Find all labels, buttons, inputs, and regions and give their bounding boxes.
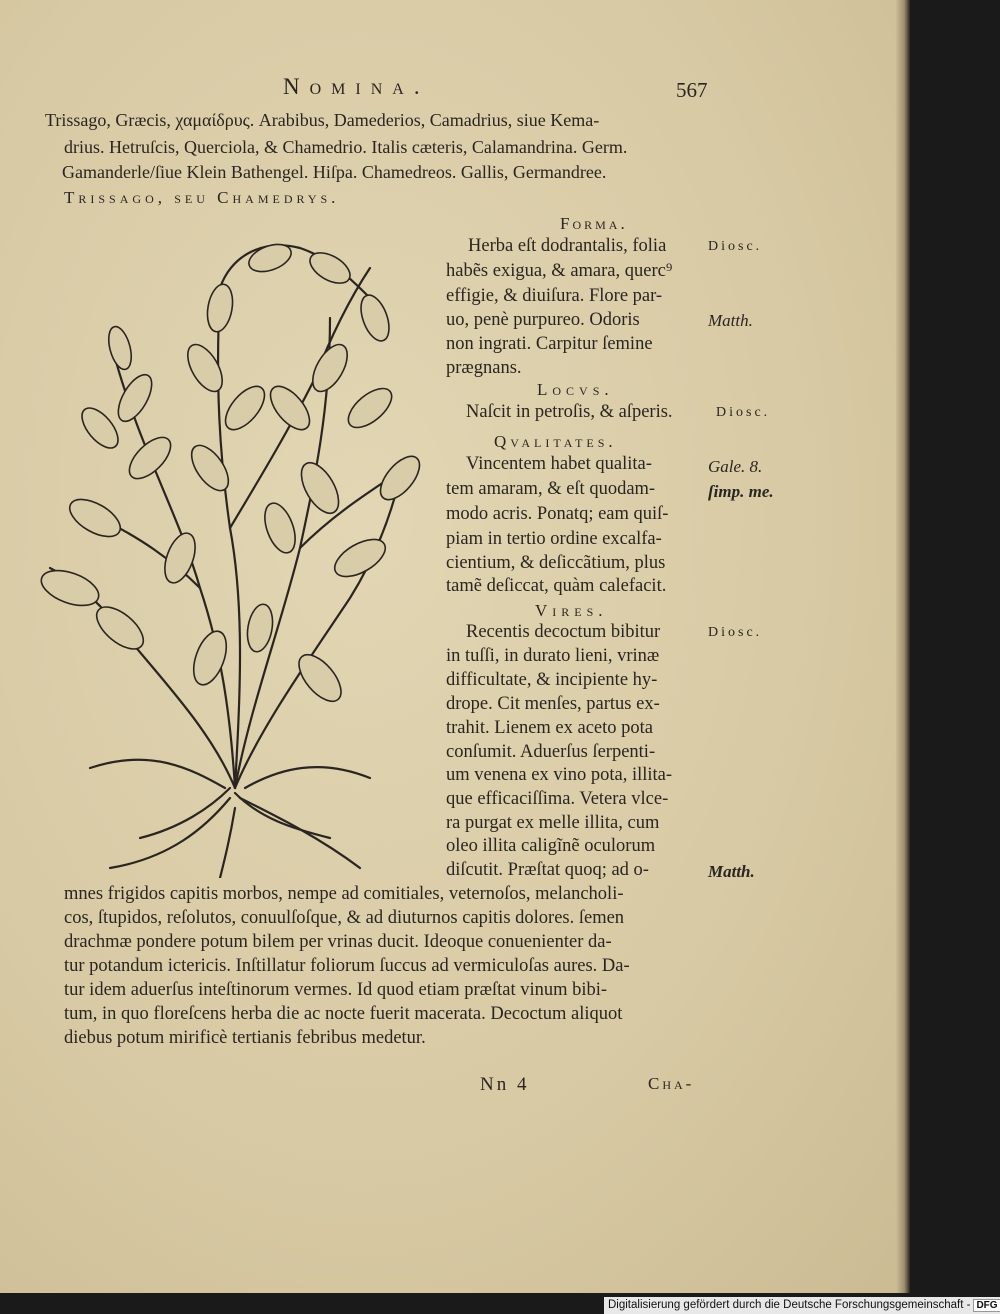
vires-line: conſumit. Aduerſus ſerpenti- — [446, 742, 656, 762]
forma-line: effigie, & diuiſura. Flore par- — [446, 286, 663, 306]
catchword: Cha- — [648, 1074, 695, 1093]
continuation-line: drachmæ pondere potum bilem per vrinas ducit. Ideoque conuenienter da- — [64, 932, 612, 952]
margin-note: Diosc. — [716, 405, 771, 420]
nomina-line-3: Gamanderle/ſiue Klein Bathengel. Hiſpa. Chamedreos. Gallis, Germandree. — [62, 162, 607, 182]
nomina-line-1: Trissago, Græcis, χαμαίδρυς. Arabibus, Damederios, Camadrius, siue Kema- — [45, 110, 600, 130]
vires-heading: Vires. — [535, 601, 608, 620]
qualitates-line: piam in tertio ordine excalfa- — [446, 529, 662, 549]
margin-note: Diosc. — [708, 239, 763, 254]
qualitates-line: Vincentem habet qualita- — [466, 454, 652, 474]
continuation-line: cos, ſtupidos, reſolutos, conuulſoſque, & ad diuturnos capitis dolores. ſemen — [64, 908, 625, 928]
locus-line: Naſcit in petroſis, & aſperis. — [466, 402, 673, 422]
forma-line: Herba eſt dodrantalis, folia — [468, 236, 667, 256]
continuation-line: tur potandum ictericis. Inſtillatur foliorum ſuccus ad vermiculoſas aures. Da- — [64, 956, 630, 976]
signature-mark: Nn 4 — [480, 1074, 530, 1095]
footer-text: Digitalisierung gefördert durch die Deutsche Forschungsgemeinschaft - — [608, 1299, 971, 1311]
qualitates-line: modo acris. Ponatq; eam quiſ- — [446, 504, 669, 524]
vires-line: ra purgat ex melle illita, cum — [446, 813, 660, 833]
margin-note: Matth. — [708, 862, 755, 881]
vires-line: um venena ex vino pota, illita- — [446, 765, 673, 785]
qualitates-line: tem amaram, & eſt quodam- — [446, 479, 656, 499]
forma-heading: Forma. — [560, 214, 628, 233]
running-title: Nomina. — [283, 74, 430, 99]
margin-note: Diosc. — [708, 625, 763, 640]
dfg-logo: DFG — [973, 1299, 1000, 1312]
plant-woodcut-illustration — [30, 228, 440, 878]
forma-line: habẽs exigua, & amara, querc⁹ — [446, 261, 673, 281]
forma-line: prægnans. — [446, 358, 522, 378]
continuation-line: mnes frigidos capitis morbos, nempe ad comitiales, veternoſos, melancholi- — [64, 884, 624, 904]
qualitates-line: tamẽ deſiccat, quàm calefacit. — [446, 576, 667, 596]
vires-line: drope. Cit menſes, partus ex- — [446, 694, 660, 714]
nomina-line-2: drius. Hetruſcis, Querciola, & Chamedrio. Italis cæteris, Calamandrina. Germ. — [64, 137, 628, 157]
forma-line: uo, penè purpureo. Odoris — [446, 310, 640, 330]
vires-line: trahit. Lienem ex aceto pota — [446, 718, 654, 738]
margin-note: Matth. — [708, 311, 753, 330]
vires-line: difficultate, & incipiente hy- — [446, 670, 658, 690]
continuation-line: tur idem aduerſus inteſtinorum vermes. Id quod etiam præſtat vinum bibi- — [64, 980, 608, 1000]
qualitates-line: cientium, & deſiccãtium, plus — [446, 553, 666, 573]
vires-line: Recentis decoctum bibitur — [466, 622, 661, 642]
forma-line: non ingrati. Carpitur ſemine — [446, 334, 653, 354]
vires-line: oleo illita caligĩnẽ oculorum — [446, 836, 656, 856]
continuation-line: tum, in quo floreſcens herba die ac nocte fuerit macerata. Decoctum aliquot — [64, 1004, 623, 1024]
margin-note: Gale. 8. — [708, 457, 763, 476]
page-edge-shadow — [896, 0, 910, 1293]
locus-heading: Locvs. — [537, 380, 614, 399]
vires-line: que efficaciſſima. Vetera vlce- — [446, 789, 669, 809]
digitization-credit — [604, 1297, 1000, 1314]
continuation-line: diebus potum mirificè tertianis febribus medetur. — [64, 1028, 426, 1048]
vires-line: in tuſſi, in durato lieni, vrinæ — [446, 646, 660, 666]
page-number: 567 — [676, 78, 708, 102]
margin-note: ſimp. me. — [708, 482, 774, 501]
qualitates-heading: Qvalitates. — [494, 432, 617, 451]
vires-line: diſcutit. Præſtat quoq; ad o- — [446, 860, 649, 880]
plant-title: Trissago, seu Chamedrys. — [64, 188, 340, 207]
